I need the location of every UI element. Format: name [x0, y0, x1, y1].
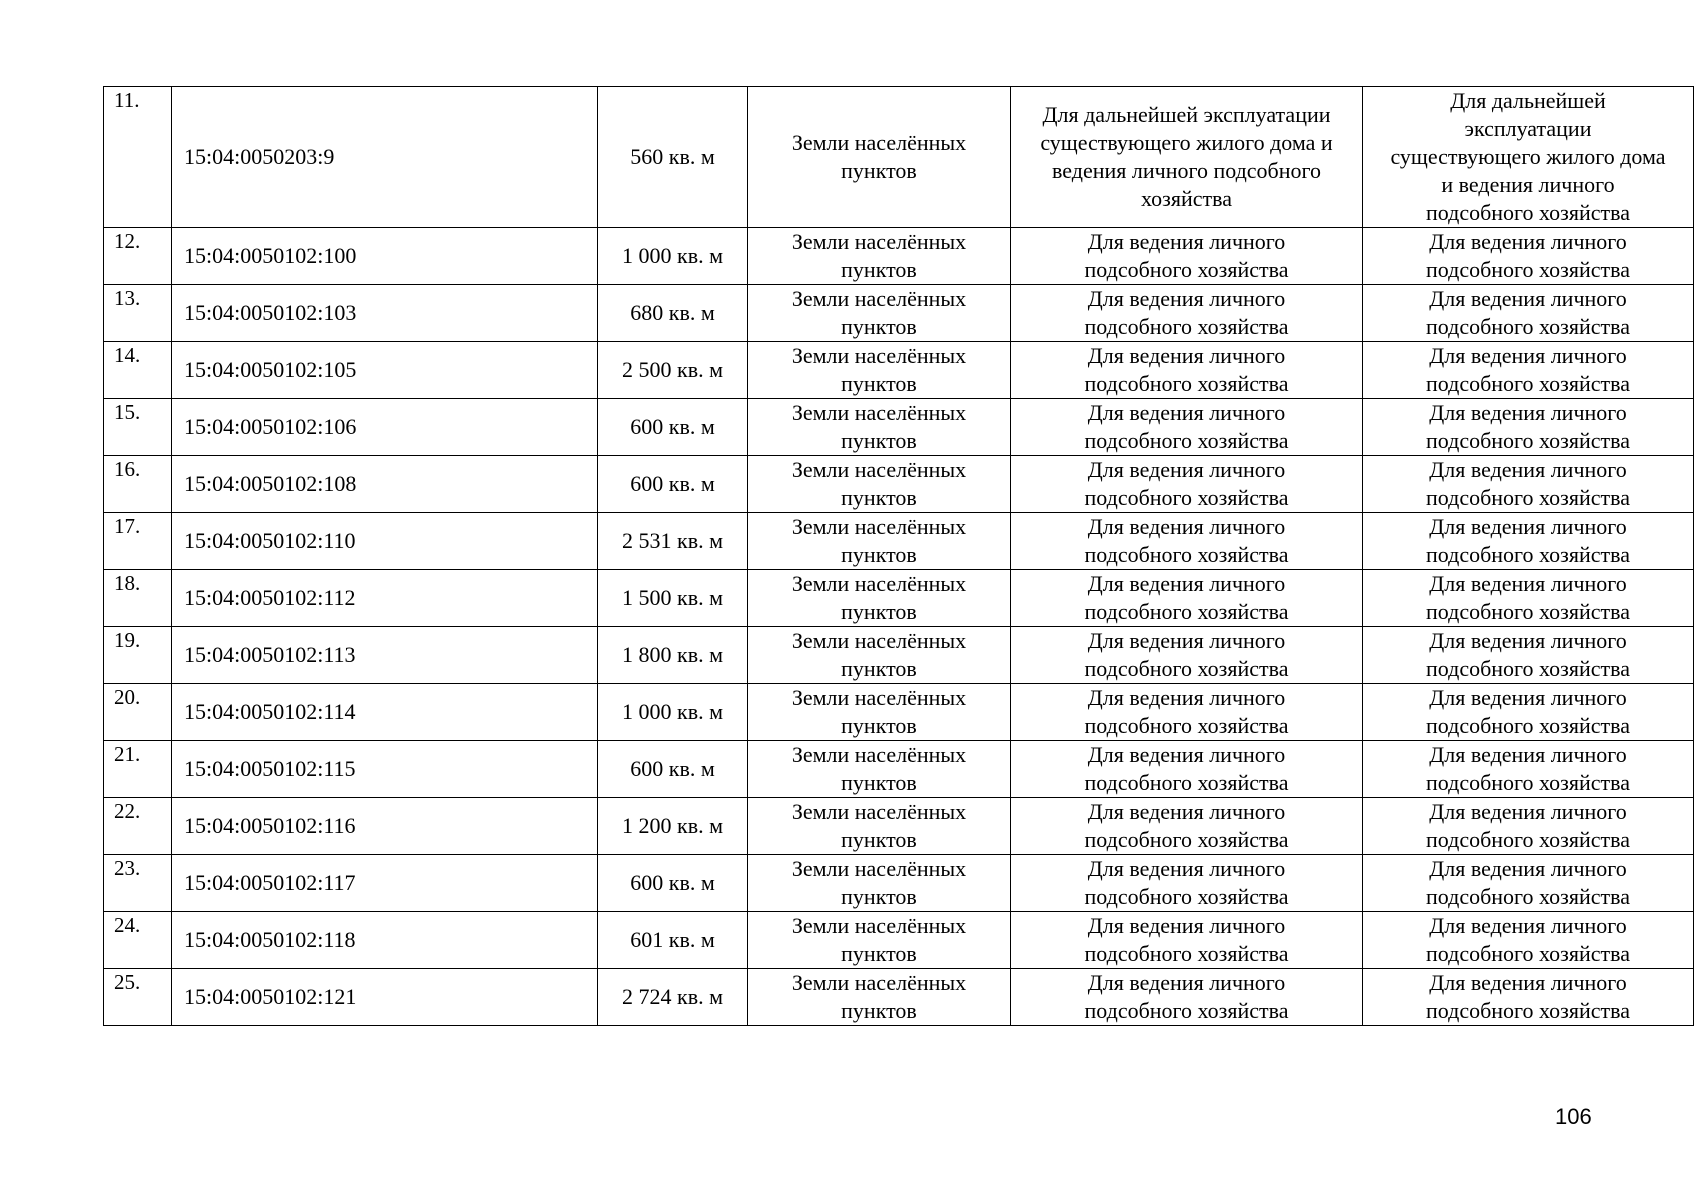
- cadastral-number: 15:04:0050102:108: [172, 456, 598, 513]
- cell-line: пунктов: [841, 713, 917, 738]
- row-number: 24.: [104, 912, 172, 969]
- cell-line: и ведения личного: [1441, 172, 1615, 197]
- table-row: [104, 513, 1694, 570]
- cell-line: подсобного хозяйства: [1084, 884, 1289, 909]
- cadastral-number: 15:04:0050102:103: [172, 285, 598, 342]
- permitted-use: [1011, 684, 1363, 741]
- cell-line: Для дальнейшей эксплуатации: [1042, 102, 1331, 127]
- cadastral-number: 15:04:0050102:121: [172, 969, 598, 1026]
- cell-line: Для ведения личного: [1429, 514, 1627, 539]
- permitted-use-actual: [1363, 684, 1694, 741]
- cell-line: Земли населённых: [791, 628, 967, 653]
- table-row: [104, 969, 1694, 1026]
- cell-line: подсобного хозяйства: [1425, 371, 1631, 396]
- cell-line: подсобного хозяйства: [1084, 371, 1289, 396]
- cadastral-number: 15:04:0050102:113: [172, 627, 598, 684]
- plot-area: 601 кв. м: [598, 912, 748, 969]
- cell-line: подсобного хозяйства: [1084, 998, 1289, 1023]
- cell-line: Для ведения личного: [1087, 913, 1286, 938]
- plot-area: 1 000 кв. м: [598, 684, 748, 741]
- cell-line: подсобного хозяйства: [1425, 884, 1631, 909]
- cell-line: Для ведения личного: [1087, 628, 1286, 653]
- plot-area: 2 500 кв. м: [598, 342, 748, 399]
- row-number: 23.: [104, 855, 172, 912]
- cell-line: Земли населённых: [791, 400, 967, 425]
- cell-line: Земли населённых: [791, 229, 967, 254]
- cell-line: подсобного хозяйства: [1084, 314, 1289, 339]
- cadastral-number: 15:04:0050102:115: [172, 741, 598, 798]
- table-row: [104, 684, 1694, 741]
- permitted-use: [1011, 912, 1363, 969]
- cell-line: Для ведения личного: [1429, 685, 1627, 710]
- cell-line: Для ведения личного: [1087, 970, 1286, 995]
- cell-line: Для ведения личного: [1429, 856, 1627, 881]
- table-row: [104, 285, 1694, 342]
- cadastral-number: 15:04:0050102:116: [172, 798, 598, 855]
- land-plots-table: [103, 86, 1694, 1026]
- row-number: 16.: [104, 456, 172, 513]
- permitted-use: [1011, 798, 1363, 855]
- cell-line: подсобного хозяйства: [1425, 770, 1631, 795]
- table-row: [104, 570, 1694, 627]
- cell-line: пунктов: [841, 884, 917, 909]
- permitted-use: [1011, 855, 1363, 912]
- cell-line: подсобного хозяйства: [1084, 485, 1289, 510]
- row-number: 18.: [104, 570, 172, 627]
- cell-line: подсобного хозяйства: [1084, 827, 1289, 852]
- permitted-use-actual: [1363, 513, 1694, 570]
- cell-line: Для ведения личного: [1087, 685, 1286, 710]
- cell-line: существующего жилого дома: [1390, 144, 1666, 169]
- permitted-use-actual: [1363, 456, 1694, 513]
- cadastral-number: 15:04:0050203:9: [172, 87, 598, 228]
- cell-line: подсобного хозяйства: [1425, 827, 1631, 852]
- plot-area: 2 724 кв. м: [598, 969, 748, 1026]
- land-category: [748, 513, 1011, 570]
- cell-line: подсобного хозяйства: [1425, 656, 1631, 681]
- land-category: [748, 741, 1011, 798]
- table-row: [104, 627, 1694, 684]
- permitted-use: [1011, 969, 1363, 1026]
- cell-line: Земли населённых: [791, 799, 967, 824]
- cell-line: подсобного хозяйства: [1084, 599, 1289, 624]
- table-row: [104, 855, 1694, 912]
- cell-line: эксплуатации: [1464, 116, 1592, 141]
- table-row: [104, 741, 1694, 798]
- cell-line: Земли населённых: [791, 856, 967, 881]
- cell-line: Для ведения личного: [1429, 457, 1627, 482]
- plot-area: 600 кв. м: [598, 741, 748, 798]
- row-number: 17.: [104, 513, 172, 570]
- permitted-use-actual: [1363, 912, 1694, 969]
- permitted-use-actual: [1363, 855, 1694, 912]
- cell-line: Для ведения личного: [1087, 856, 1286, 881]
- cell-line: Для ведения личного: [1087, 799, 1286, 824]
- cell-line: пунктов: [841, 827, 917, 852]
- land-category: [748, 912, 1011, 969]
- plot-area: 600 кв. м: [598, 399, 748, 456]
- permitted-use-actual: [1363, 798, 1694, 855]
- land-category: [748, 399, 1011, 456]
- cell-line: пунктов: [841, 941, 917, 966]
- row-number: 13.: [104, 285, 172, 342]
- permitted-use-actual: [1363, 228, 1694, 285]
- permitted-use: [1011, 627, 1363, 684]
- cell-line: Земли населённых: [791, 514, 967, 539]
- permitted-use: [1011, 456, 1363, 513]
- land-category: [748, 456, 1011, 513]
- plot-area: 600 кв. м: [598, 855, 748, 912]
- land-category: [748, 969, 1011, 1026]
- cell-line: Земли населённых: [791, 286, 967, 311]
- cell-line: подсобного хозяйства: [1084, 257, 1289, 282]
- cell-line: ведения личного подсобного: [1052, 158, 1321, 183]
- table-row: [104, 87, 1694, 228]
- cell-line: Для ведения личного: [1429, 229, 1627, 254]
- row-number: 25.: [104, 969, 172, 1026]
- cadastral-number: 15:04:0050102:114: [172, 684, 598, 741]
- table-row: [104, 456, 1694, 513]
- cell-line: Для ведения личного: [1087, 742, 1286, 767]
- cell-line: Для ведения личного: [1087, 343, 1286, 368]
- cell-line: Для ведения личного: [1429, 628, 1627, 653]
- plot-area: 1 500 кв. м: [598, 570, 748, 627]
- land-category: [748, 285, 1011, 342]
- cell-line: Для ведения личного: [1429, 799, 1627, 824]
- plot-area: 680 кв. м: [598, 285, 748, 342]
- table-row: [104, 798, 1694, 855]
- row-number: 15.: [104, 399, 172, 456]
- cell-line: подсобного хозяйства: [1084, 941, 1289, 966]
- cell-line: пунктов: [841, 428, 917, 453]
- cell-line: Земли населённых: [791, 571, 967, 596]
- cell-line: Для ведения личного: [1087, 229, 1286, 254]
- cell-line: пунктов: [841, 542, 917, 567]
- page-number: 106: [1555, 1104, 1592, 1129]
- row-number: 22.: [104, 798, 172, 855]
- cell-line: подсобного хозяйства: [1425, 257, 1631, 282]
- cadastral-number: 15:04:0050102:100: [172, 228, 598, 285]
- cell-line: Для ведения личного: [1087, 400, 1286, 425]
- cell-line: подсобного хозяйства: [1425, 314, 1631, 339]
- land-category: [748, 855, 1011, 912]
- cell-line: Земли населённых: [791, 343, 967, 368]
- cell-line: Для ведения личного: [1087, 457, 1286, 482]
- cell-line: подсобного хозяйства: [1425, 713, 1631, 738]
- cadastral-number: 15:04:0050102:106: [172, 399, 598, 456]
- cell-line: Для ведения личного: [1429, 913, 1627, 938]
- cell-line: подсобного хозяйства: [1084, 770, 1289, 795]
- table-row: [104, 342, 1694, 399]
- table-row: [104, 228, 1694, 285]
- land-category: [748, 228, 1011, 285]
- table-row: [104, 912, 1694, 969]
- permitted-use-actual: [1363, 969, 1694, 1026]
- cell-line: Земли населённых: [791, 457, 967, 482]
- permitted-use: [1011, 399, 1363, 456]
- table-row: [104, 399, 1694, 456]
- land-category: [748, 684, 1011, 741]
- cell-line: подсобного хозяйства: [1084, 428, 1289, 453]
- permitted-use-actual: [1363, 570, 1694, 627]
- cadastral-number: 15:04:0050102:105: [172, 342, 598, 399]
- plot-area: 1 000 кв. м: [598, 228, 748, 285]
- permitted-use: [1011, 342, 1363, 399]
- permitted-use-actual: [1363, 627, 1694, 684]
- cell-line: Земли населённых: [791, 685, 967, 710]
- land-category: [748, 342, 1011, 399]
- permitted-use-actual: [1363, 87, 1694, 228]
- cell-line: Земли населённых: [791, 130, 967, 155]
- cell-line: Для ведения личного: [1087, 286, 1286, 311]
- row-number: 20.: [104, 684, 172, 741]
- cell-line: подсобного хозяйства: [1425, 428, 1631, 453]
- row-number: 12.: [104, 228, 172, 285]
- cell-line: пунктов: [841, 656, 917, 681]
- cell-line: Для ведения личного: [1429, 742, 1627, 767]
- permitted-use: [1011, 741, 1363, 798]
- cell-line: Для ведения личного: [1087, 571, 1286, 596]
- permitted-use-actual: [1363, 399, 1694, 456]
- plot-area: 1 200 кв. м: [598, 798, 748, 855]
- cell-line: Для ведения личного: [1087, 514, 1286, 539]
- cell-line: Для ведения личного: [1429, 400, 1627, 425]
- cell-line: пунктов: [841, 485, 917, 510]
- permitted-use: [1011, 570, 1363, 627]
- row-number: 14.: [104, 342, 172, 399]
- cell-line: Для ведения личного: [1429, 343, 1627, 368]
- cadastral-number: 15:04:0050102:112: [172, 570, 598, 627]
- cell-line: хозяйства: [1141, 186, 1232, 211]
- cell-line: подсобного хозяйства: [1425, 542, 1631, 567]
- cadastral-number: 15:04:0050102:117: [172, 855, 598, 912]
- row-number: 19.: [104, 627, 172, 684]
- cell-line: Для ведения личного: [1429, 286, 1627, 311]
- land-category: [748, 627, 1011, 684]
- row-number: 11.: [104, 87, 172, 228]
- cell-line: пунктов: [841, 770, 917, 795]
- cell-line: пунктов: [841, 599, 917, 624]
- cell-line: Земли населённых: [791, 742, 967, 767]
- plot-area: 2 531 кв. м: [598, 513, 748, 570]
- cadastral-number: 15:04:0050102:110: [172, 513, 598, 570]
- cell-line: Для дальнейшей: [1450, 88, 1606, 113]
- cadastral-number: 15:04:0050102:118: [172, 912, 598, 969]
- permitted-use: [1011, 285, 1363, 342]
- land-category: [748, 570, 1011, 627]
- plot-area: 600 кв. м: [598, 456, 748, 513]
- cell-line: подсобного хозяйства: [1084, 656, 1289, 681]
- land-category: [748, 798, 1011, 855]
- cell-line: существующего жилого дома и: [1040, 130, 1333, 155]
- cell-line: пунктов: [841, 998, 917, 1023]
- plot-area: 1 800 кв. м: [598, 627, 748, 684]
- cell-line: Для ведения личного: [1429, 571, 1627, 596]
- cell-line: пунктов: [841, 158, 917, 183]
- cell-line: Земли населённых: [791, 970, 967, 995]
- cell-line: подсобного хозяйства: [1084, 542, 1289, 567]
- cell-line: пунктов: [841, 371, 917, 396]
- permitted-use-actual: [1363, 285, 1694, 342]
- cell-line: пунктов: [841, 314, 917, 339]
- permitted-use-actual: [1363, 741, 1694, 798]
- land-category: [748, 87, 1011, 228]
- permitted-use-actual: [1363, 342, 1694, 399]
- cell-line: подсобного хозяйства: [1425, 200, 1631, 225]
- row-number: 21.: [104, 741, 172, 798]
- cell-line: пунктов: [841, 257, 917, 282]
- cell-line: подсобного хозяйства: [1425, 941, 1631, 966]
- cell-line: подсобного хозяйства: [1425, 485, 1631, 510]
- permitted-use: [1011, 513, 1363, 570]
- cell-line: Для ведения личного: [1429, 970, 1627, 995]
- plot-area: 560 кв. м: [598, 87, 748, 228]
- permitted-use: [1011, 87, 1363, 228]
- cell-line: подсобного хозяйства: [1084, 713, 1289, 738]
- cell-line: подсобного хозяйства: [1425, 998, 1631, 1023]
- cell-line: подсобного хозяйства: [1425, 599, 1631, 624]
- permitted-use: [1011, 228, 1363, 285]
- table-body: [104, 87, 1694, 1026]
- cell-line: Земли населённых: [791, 913, 967, 938]
